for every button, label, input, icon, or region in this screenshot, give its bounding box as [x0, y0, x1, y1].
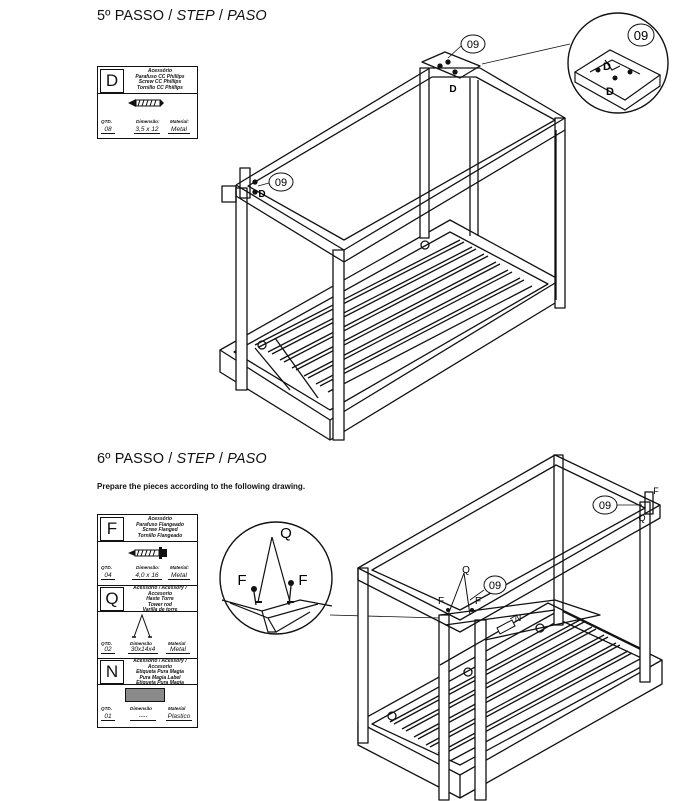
detail-label-q: Q	[280, 525, 292, 542]
callout-text: 09	[598, 500, 612, 512]
qty-value: 02	[101, 646, 115, 654]
part-description: Acessório / Acessory / Accesorio Haste Torre Tower rod Varilla de torre	[133, 585, 187, 614]
label-q: Q	[462, 565, 470, 576]
mat-label: Material:	[170, 119, 189, 124]
part-description: Acessório Parafuso Flangeado Screw Flanged Tornillo Flangeado	[136, 516, 184, 539]
step6-number: 6º PASSO	[97, 451, 165, 467]
qty-value: 04	[101, 572, 115, 580]
part-description: Acessório Parafuso CC Phillips Screw CC Phillips Tornillo CC Phillips	[135, 68, 185, 91]
qty-value: 08	[101, 126, 115, 134]
label-n: N	[514, 613, 522, 623]
detail-label-f: F	[298, 572, 308, 589]
mat-label: Material:	[170, 565, 189, 570]
part-label-d: D	[603, 61, 611, 73]
part-description: Acessório / Acessory / Accesorio Etiqueta Pura Magia Pura Magia Label Etiqueta Pura Magia	[133, 658, 187, 687]
step5-number: 5º PASSO	[97, 8, 165, 24]
qty-label: QTD.	[101, 706, 112, 711]
callout-text: 09	[274, 177, 288, 189]
detail-label-f: F	[237, 572, 247, 589]
mat-value: Metal	[168, 126, 190, 134]
step6-title: 6º PASSO / STEP / PASO	[97, 451, 267, 467]
mat-label: Material	[168, 641, 186, 646]
part-label-d: D	[449, 84, 457, 95]
label-f-top: F	[653, 486, 659, 496]
callout-text: 09	[633, 28, 649, 43]
part-label-d: D	[606, 86, 614, 98]
qty-label: QTD.	[101, 565, 112, 570]
step5-title: 5º PASSO / STEP / PASO	[97, 8, 267, 24]
dim-value: 4,0 x 16	[132, 572, 162, 580]
label-f: F	[474, 596, 482, 607]
step5-step-es: PASO	[227, 8, 267, 24]
dim-label: Dimensão:	[136, 565, 160, 570]
step6-step-en: STEP	[176, 451, 215, 467]
step5-step-en: STEP	[176, 8, 215, 24]
qty-label: QTD.	[101, 119, 112, 124]
dim-value: ----	[130, 713, 156, 721]
label-q-top: Q	[638, 513, 646, 523]
part-label-d: D	[258, 189, 266, 200]
dim-label: Dimensão:	[136, 119, 160, 124]
dim-label: Dimensão	[130, 641, 152, 646]
mat-value: Metal	[168, 572, 190, 580]
label-f: F	[437, 596, 445, 607]
callout-text: 09	[466, 39, 480, 51]
part-letter: F	[100, 517, 124, 541]
qty-label: QTD.	[101, 641, 112, 646]
callout-text: 09	[488, 580, 502, 592]
part-letter: Q	[100, 587, 124, 611]
part-letter: D	[100, 69, 124, 93]
dim-value: 30x14x4	[128, 646, 158, 654]
dim-label: Dimensão	[130, 706, 152, 711]
part-letter: N	[100, 660, 124, 684]
step6-step-es: PASO	[227, 451, 267, 467]
mat-label: Material	[168, 706, 186, 711]
qty-value: 01	[101, 713, 115, 721]
mat-value: Plastico	[167, 713, 191, 720]
dim-value: 3,5 x 12	[135, 126, 159, 133]
mat-value: Metal	[166, 646, 190, 654]
step6-intro: Prepare the pieces according to the following drawing.	[97, 482, 306, 491]
